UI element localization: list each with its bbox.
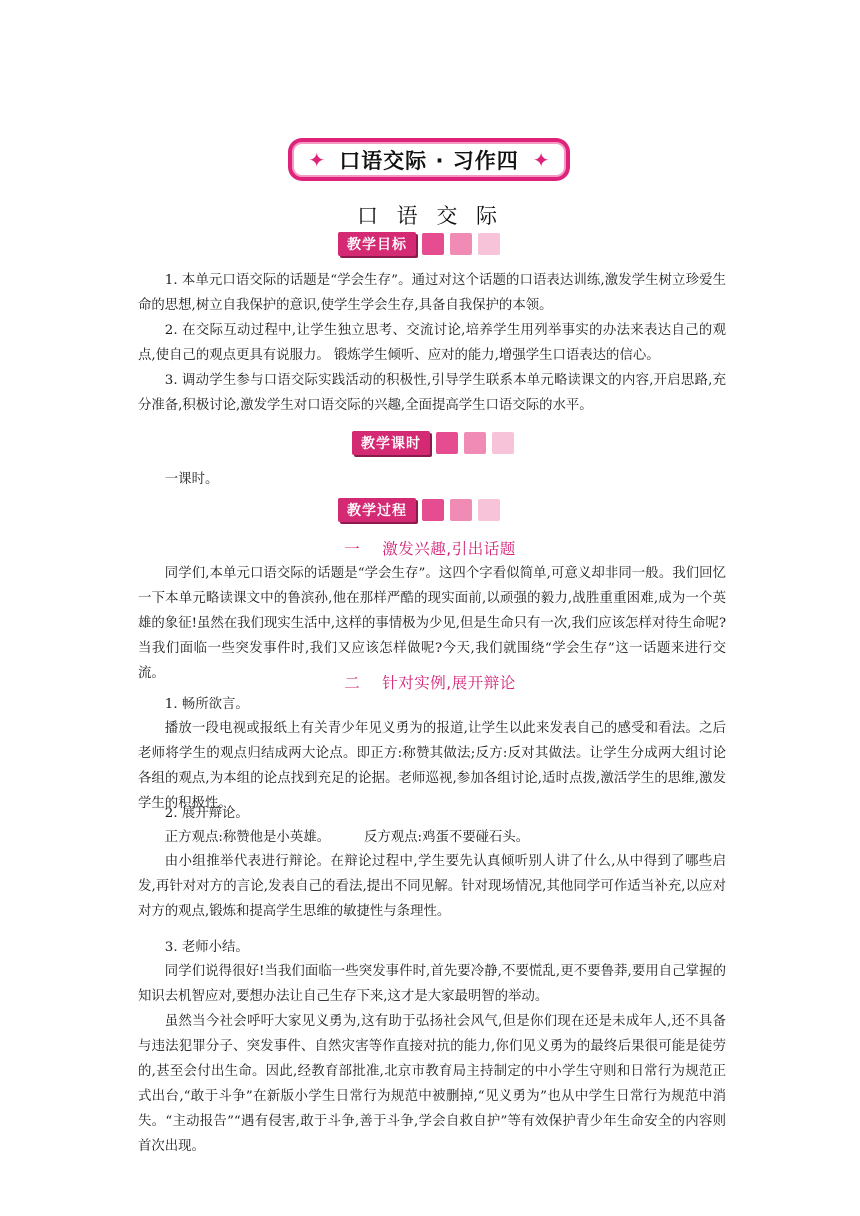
- debate-positions: [138, 825, 726, 850]
- step-2-sub-1: 1. 畅所欲言。: [164, 697, 249, 712]
- star-icon: ✦: [532, 147, 550, 172]
- step-1-heading: [0, 537, 860, 559]
- decor-square: [450, 499, 472, 521]
- banner: [288, 138, 570, 181]
- step-2-sub-2-text: 由小组推举代表进行辩论。在辩论过程中,学生要先认真倾听别人讲了什么,从中得到了哪些启发,再针对对方的言论,发表自己的看法,提出不同见解。针对现场情况,其他同学可作适当补充,以应对对方的观点,锻炼和提高学生思维的敏捷性与条理性。: [138, 854, 726, 919]
- step-number: 二: [344, 674, 361, 692]
- section-hours-label: [352, 431, 514, 455]
- decor-square: [450, 233, 472, 255]
- star-icon: ✦: [308, 147, 326, 172]
- section-label: 教学过程: [338, 498, 416, 522]
- decor-square: [478, 499, 500, 521]
- decor-square: [492, 432, 514, 454]
- section-process-label: [338, 498, 500, 522]
- step-2-sub-3: 3. 老师小结。: [164, 940, 249, 955]
- decor-square: [478, 233, 500, 255]
- decor-square: [464, 432, 486, 454]
- decor-square: [422, 233, 444, 255]
- con-position: 反方观点:鸡蛋不要碰石头。: [364, 830, 530, 845]
- section-goals-label: [338, 232, 500, 256]
- step-2-sub-2: 2. 展开辩论。: [164, 806, 249, 821]
- goal-1: 1. 本单元口语交际的话题是“学会生存”。通过对这个话题的口语表达训练,激发学生树立珍爱生命的思想,树立自我保护的意识,使学生学会生存,具备自我保护的本领。: [138, 273, 726, 313]
- step-title: 针对实例,展开辩论: [382, 674, 516, 692]
- step-2-sub-1-text: 播放一段电视或报纸上有关青少年见义勇为的报道,让学生以此来发表自己的感受和看法。之后老师将学生的观点归结成两大论点。即正方:称赞其做法;反方:反对其做法。让学生分成两大组讨论各组的观点,为本组的论点找到充足的论据。老师巡视,参加各组讨论,适时点拨,激活学生的思维,激发学生的积极性。: [138, 721, 726, 811]
- banner-inner: [292, 142, 566, 177]
- decor-square: [436, 432, 458, 454]
- pro-position: 正方观点:称赞他是小英雄。: [164, 830, 330, 845]
- step-1-text: 同学们,本单元口语交际的话题是“学会生存”。这四个字看似简单,可意义却非同一般。我们回忆一下本单元略读课文中的鲁滨孙,他在那样严酷的现实面前,以顽强的毅力,战胜重重困难,成为一个英雄的象征!虽然在我们现实生活中,这样的事情极为少见,但是生命只有一次,我们应该怎样对待生命呢?当我们面临一些突发事件时,我们又应该怎样做呢?今天,我们就围绕“学会生存”这一话题来进行交流。: [138, 566, 726, 681]
- page-title: 口 语 交 际: [356, 204, 504, 228]
- hours-text: 一课时。: [164, 472, 219, 487]
- goal-2: 2. 在交际互动过程中,让学生独立思考、交流讨论,培养学生用列举事实的办法来表达自己的观点,使自己的观点更具有说服力。 锻炼学生倾听、应对的能力,增强学生口语表达的信心。: [138, 323, 726, 363]
- banner-title: 口语交际 · 习作四: [339, 148, 519, 173]
- section-label: 教学课时: [352, 431, 430, 455]
- step-title: 激发兴趣,引出话题: [382, 540, 516, 558]
- step-number: 一: [344, 540, 361, 558]
- section-label: 教学目标: [338, 232, 416, 256]
- step-2-heading: [0, 671, 860, 693]
- summary-text-2: 虽然当今社会呼吁大家见义勇为,这有助于弘扬社会风气,但是你们现在还是未成年人,还不具备与违法犯罪分子、突发事件、自然灾害等作直接对抗的能力,你们见义勇为的最终后果很可能是徒劳的,甚至会付出生命。因此,经教育部批准,北京市教育局主持制定的中小学生守则和日常行为规范正式出台,“敢于斗争”在新版小学生日常行为规范中被删掉,“见义勇为”也从中学生日常行为规范中消失。“主动报告”“遇有侵害,敢于斗争,善于斗争,学会自救自护”等有效保护青少年生命安全的内容则首次出现。: [138, 1014, 726, 1154]
- summary-text-1: 同学们说得很好!当我们面临一些突发事件时,首先要冷静,不要慌乱,更不要鲁莽,要用自己掌握的知识去机智应对,要想办法让自己生存下来,这才是大家最明智的举动。: [138, 964, 726, 1004]
- decor-square: [422, 499, 444, 521]
- goal-3: 3. 调动学生参与口语交际实践活动的积极性,引导学生联系本单元略读课文的内容,开启思路,充分准备,积极讨论,激发学生对口语交际的兴趣,全面提高学生口语交际的水平。: [138, 373, 726, 413]
